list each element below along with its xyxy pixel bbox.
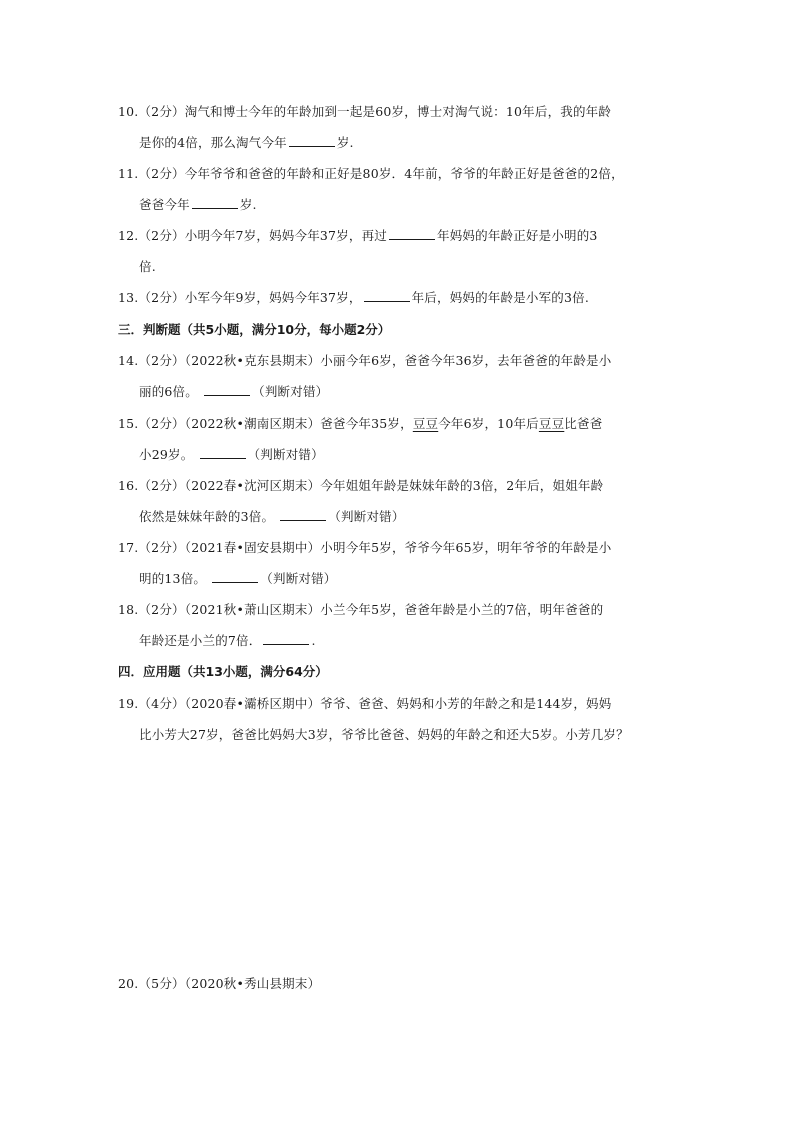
question-text: 倍. <box>139 259 156 274</box>
question-text: 小29岁。 <box>139 447 194 462</box>
question-text: 今年6岁，10年后 <box>438 416 539 431</box>
question-text: 淘气和博士今年的年龄加到一起是60岁，博士对淘气说：10年后，我的年龄 <box>184 104 612 119</box>
question-source: （2022春•沈河区期末） <box>184 478 321 493</box>
question-10 <box>118 96 678 158</box>
question-source: （2020春•灞桥区期中） <box>184 696 321 711</box>
answer-blank[interactable] <box>204 381 250 396</box>
question-text: 岁. <box>239 197 257 212</box>
question-text: . <box>311 633 316 648</box>
question-text: 小兰今年5岁，爸爸年龄是小兰的7倍，明年爸爸的 <box>320 602 604 617</box>
question-15 <box>118 408 678 470</box>
question-text: 年后，妈妈的年龄是小军的3倍. <box>411 290 590 305</box>
question-score: （2分） <box>138 416 185 431</box>
question-number: 15. <box>118 416 139 431</box>
question-text: （判断对错） <box>247 447 324 462</box>
question-text: 比爸爸 <box>564 416 603 431</box>
section-heading: 四．应用题（共13小题，满分64分） <box>118 664 328 679</box>
question-number: 12. <box>118 228 139 243</box>
question-text: （判断对错） <box>252 384 329 399</box>
question-score: （2分） <box>138 602 185 617</box>
question-text: 爸爸今年35岁， <box>320 416 413 431</box>
question-text: 年妈妈的年龄正好是小明的3 <box>437 228 598 243</box>
question-text: 今年爷爷和爸爸的年龄和正好是80岁．4年前，爷爷的年龄正好是爸爸的2倍， <box>184 166 624 181</box>
question-text: （判断对错） <box>260 571 337 586</box>
question-19 <box>118 688 678 750</box>
answer-blank[interactable] <box>289 132 335 147</box>
answer-blank[interactable] <box>200 444 246 459</box>
question-20 <box>118 968 678 999</box>
question-number: 20. <box>118 976 139 991</box>
question-source: （2022秋•克东县期末） <box>184 353 321 368</box>
question-number: 19. <box>118 696 139 711</box>
question-source: （2022秋•潮南区期末） <box>184 416 321 431</box>
answer-blank[interactable] <box>280 506 326 521</box>
question-score: （2分） <box>138 290 185 305</box>
answer-blank[interactable] <box>212 568 258 583</box>
question-17 <box>118 532 678 594</box>
answer-blank[interactable] <box>364 287 410 302</box>
question-12 <box>118 220 678 282</box>
question-16 <box>118 470 678 532</box>
question-11 <box>118 158 678 220</box>
question-text: 依然是妹妹年龄的3倍。 <box>139 509 275 524</box>
question-number: 11. <box>118 166 139 181</box>
question-source: （2020秋•秀山县期末） <box>184 976 321 991</box>
question-13 <box>118 282 678 313</box>
question-text: 小军今年9岁，妈妈今年37岁， <box>184 290 362 305</box>
question-number: 16. <box>118 478 139 493</box>
question-score: （5分） <box>138 976 185 991</box>
question-14 <box>118 345 678 407</box>
question-text: 明的13倍。 <box>139 571 207 586</box>
question-text: 爸爸今年 <box>139 197 190 212</box>
question-text: 爷爷、爸爸、妈妈和小芳的年龄之和是144岁，妈妈 <box>320 696 612 711</box>
question-score: （2分） <box>138 540 185 555</box>
answer-area[interactable] <box>118 770 678 960</box>
question-18 <box>118 594 678 656</box>
question-source: （2021春•固安县期中） <box>184 540 321 555</box>
answer-blank[interactable] <box>192 194 238 209</box>
question-text: 岁. <box>336 135 354 150</box>
question-text: （判断对错） <box>328 509 405 524</box>
question-text: 年龄还是小兰的7倍． <box>139 633 262 648</box>
question-score: （2分） <box>138 353 185 368</box>
section-heading: 三．判断题（共5小题，满分10分，每小题2分） <box>118 322 391 337</box>
question-number: 14. <box>118 353 139 368</box>
question-text: 豆豆 <box>412 416 439 431</box>
question-number: 17. <box>118 540 139 555</box>
question-text: 小丽今年6岁，爸爸今年36岁，去年爸爸的年龄是小 <box>320 353 612 368</box>
question-source: （2021秋•萧山区期末） <box>184 602 321 617</box>
question-score: （2分） <box>138 104 185 119</box>
question-text: 小明今年7岁，妈妈今年37岁，再过 <box>184 228 388 243</box>
question-text: 是你的4倍，那么淘气今年 <box>139 135 287 150</box>
question-text: 小明今年5岁，爷爷今年65岁，明年爷爷的年龄是小 <box>320 540 612 555</box>
question-text: 丽的6倍。 <box>139 384 198 399</box>
question-text: 今年姐姐年龄是妹妹年龄的3倍，2年后，姐姐年龄 <box>320 478 604 493</box>
question-score: （2分） <box>138 478 185 493</box>
question-score: （4分） <box>138 696 185 711</box>
question-number: 10. <box>118 104 139 119</box>
question-number: 13. <box>118 290 139 305</box>
question-score: （2分） <box>138 166 185 181</box>
answer-blank[interactable] <box>263 630 309 645</box>
answer-blank[interactable] <box>389 225 435 240</box>
question-text: 豆豆 <box>538 416 565 431</box>
question-score: （2分） <box>138 228 185 243</box>
question-number: 18. <box>118 602 139 617</box>
question-text: 比小芳大27岁，爸爸比妈妈大3岁，爷爷比爸爸、妈妈的年龄之和还大5岁。小芳几岁？ <box>139 727 629 742</box>
